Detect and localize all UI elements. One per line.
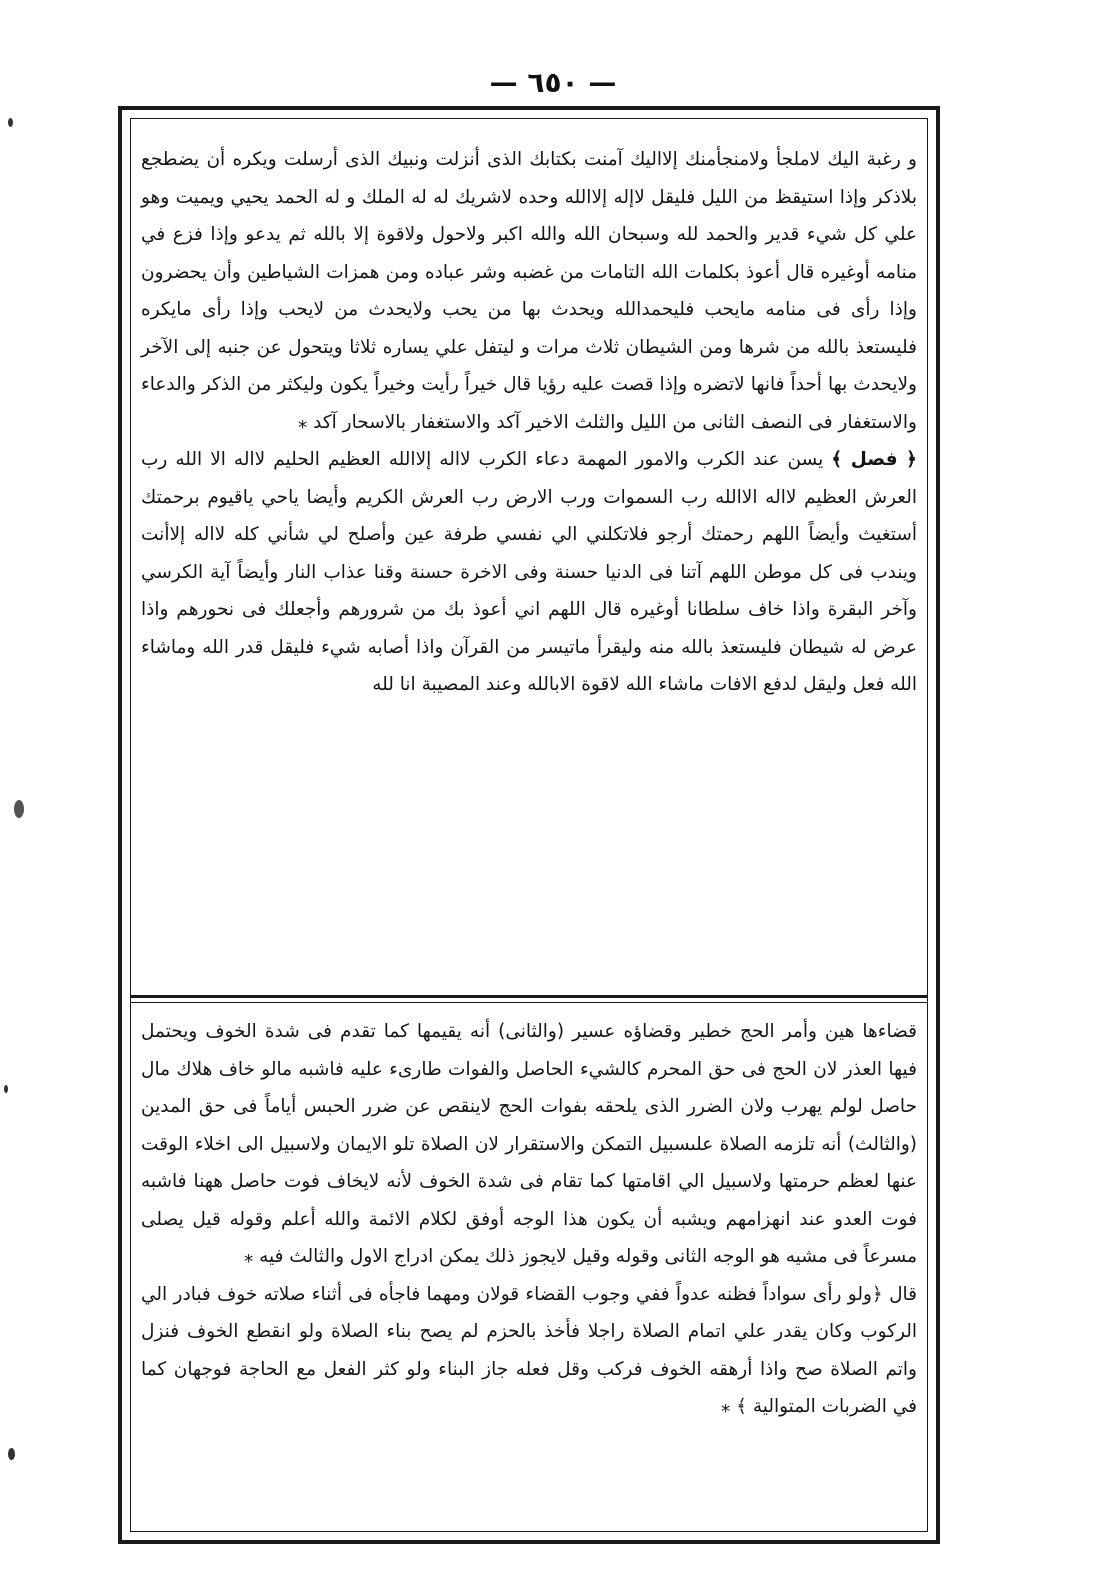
margin-speck (14, 800, 24, 818)
section-divider (131, 995, 927, 998)
main-text-block (141, 141, 917, 981)
main-paragraph-1: و رغبة اليك لاملجأ ولامنجأمنك إلااليك آمنت بكتابك الذى أنزلت ونبيك الذى أرسلت ويكره أن يضطجع بلاذكر وإذا استيقظ من الليل فليقل لاإله إلاالله وحده لاشريك له له الملك و له الحمد يحيي ويميت وهو علي كل شيء قدير والحمد لله وسبحان الله والله اكبر ولاحول ولاقوة إلا بالله ثم يدعو وإذا فزع في منامه أوغيره قال أعوذ بكلمات الله التامات من غضبه وشر عباده ومن همزات الشياطين وأن يحضرون وإذا رأى فى منامه مايحب فليحمدالله ويحدث بها من يحب ولايحدث من لايحب وإذا رأى مايكره فليستعذ بالله من شرها ومن الشيطان ثلاث مرات و ليتفل علي يساره ثلاثا ويتحول عن جنبه إلى الآخر ولايحدث بها أحداً فانها لاتضره وإذا قصت عليه رؤيا قال خيراً رأيت وخيراً يكون وليكثر من الذكر والدعاء والاستغفار فى النصف الثانى من الليل والثلث الاخير آكد والاستغفار بالاسحار آكد ⁎ (141, 149, 917, 433)
commentary-paragraph-2: قال ﴿ولو رأى سواداً فظنه عدواً ففي وجوب القضاء قولان ومهما فاجأه فى أثناء صلاته خوف فبادر الي الركوب وكان يقدر علي اتمام الصلاة راجلا فأخذ بالحزم لم يصح بناء الصلاة ولو انقطع الخوف فنزل واتم الصلاة صح واذا أرهقه الخوف فركب وقل فعله جاز البناء ولو كثر الفعل مع الحاجة فوجهان كما في الضربات المتوالية ﴾ ⁎ (141, 1283, 917, 1417)
page-frame-inner (130, 118, 928, 1532)
page-number: — ٦٥٠ — (489, 66, 617, 99)
commentary-text-block (141, 1013, 917, 1533)
commentary-paragraph-1: قضاءها هين وأمر الحج خطير وقضاؤه عسير (والثانى) أنه يقيمها كما تقدم فى شدة الخوف ويحتمل فيها العذر لان الحج فى حق المحرم كالشيء الحاصل والفوات طارىء عليه فاشبه مالو خاف هلاك مال حاصل لولم يهرب ولان الضرر الذى يلحقه بفوات الحج لاينقص عن ضرر الحبس أياماً فى حق المدين (والثالث) أنه تلزمه الصلاة علىسبيل التمكن والاستقرار لان الصلاة تلو الايمان ولاسبيل الى اخلاء الوقت عنها لعظم حرمتها ولاسبيل الي اقامتها كما تقام فى شدة الخوف لأنه لايخاف فوت حاصل ههنا فاشبه فوت العدو عند انهزامهم ويشبه أن يكون هذا الوجه أوفق لكلام الائمة والله أعلم وقوله قيل يصلى مسرعاً فى مشيه هو الوجه الثانى وقوله وقيل لايجوز ذلك يمكن ادراج الاول والثالث فيه ⁎ (141, 1021, 917, 1267)
main-paragraph-2 (141, 441, 917, 704)
page-frame (118, 106, 940, 1544)
section-heading-fasl: ﴿ فصل ﴾ (831, 449, 917, 470)
margin-speck (8, 118, 13, 127)
main-paragraph-2-body: يسن عند الكرب والامور المهمة دعاء الكرب لااله إلاالله العظيم الحليم لااله الا الله رب العرش العظيم لااله الاالله رب السموات ورب الارض رب العرش الكريم وأيضا ياحي ياقيوم برحمتك أستغيث وأيضاً اللهم رحمتك أرجو فلاتكلني الي نفسي طرفة عين وأصلح لي شأني كله لااله إلاأنت ويندب فى كل موطن اللهم آتنا فى الدنيا حسنة وفى الاخرة حسنة وقنا عذاب النار وأيضاً آية الكرسي وآخر البقرة واذا خاف سلطانا أوغيره قال اللهم اني أعوذ بك من شرورهم وأجعلك فى نحورهم واذا عرض له شيطان فليستعذ بالله منه وليقرأ ماتيسر من القرآن واذا أصابه شيء فليقل قدر الله وماشاء الله فعل وليقل لدفع الافات ماشاء الله لاقوة الابالله وعند المصيبة انا لله (141, 449, 917, 695)
margin-speck (4, 1085, 8, 1093)
margin-speck (8, 1448, 15, 1460)
